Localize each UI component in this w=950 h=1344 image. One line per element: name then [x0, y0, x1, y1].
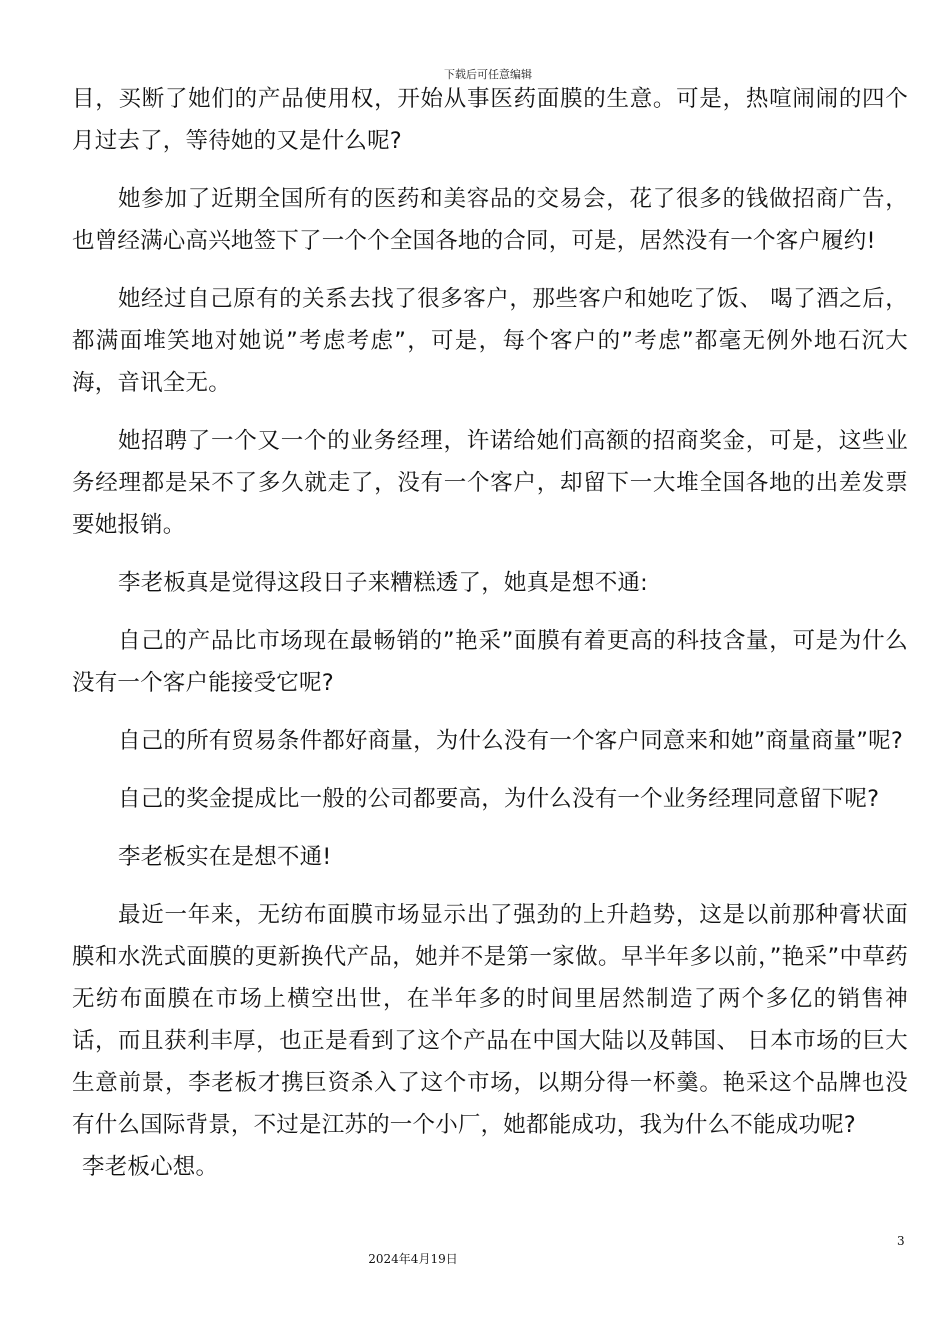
paragraph-8: 自己的奖金提成比一般的公司都要高，为什么没有一个业务经理同意留下呢?: [118, 786, 880, 812]
paragraph-1: 目，买断了她们的产品使用权，开始从事医药面膜的生意。可是，热喧闹闹的四个月过去了，等待她的又是什么呢?: [72, 86, 908, 154]
paragraph-2: 她参加了近期全国所有的医药和美容品的交易会，花了很多的钱做招商广告，也曾经满心高兴地签下了一个个全国各地的合同，可是，居然没有一个客户履约!: [72, 186, 908, 254]
paragraph-11: 李老板心想。: [82, 1154, 219, 1180]
paragraph-6: 自己的产品比市场现在最畅销的”艳采”面膜有着更高的科技含量，可是为什么没有一个客户能接受它呢?: [72, 628, 908, 696]
paragraph-10: 最近一年来，无纺布面膜市场显示出了强劲的上升趋势，这是以前那种膏状面膜和水洗式面膜的更新换代产品，她并不是第一家做。早半年多以前，”艳采”中草药无纺布面膜在市场上横空出世，在半年多的时间里居然制造了两个多亿的销售神话，而且获利丰厚，也正是看到了这个产品在中国大陆以及韩国、 日本市场的巨大生意前景，李老板才携巨资杀入了这个市场，以期分得一杯羹。艳采这个品牌也没有什么国际背景，不过是江苏的一个小厂，她都能成功，我为什么不能成功呢?: [72, 902, 908, 1138]
paragraph-9: 李老板实在是想不通!: [118, 844, 332, 870]
paragraph-3: 她经过自己原有的关系去找了很多客户，那些客户和她吃了饭、 喝了酒之后，都满面堆笑地对她说”考虑考虑”，可是，每个客户的”考虑”都毫无例外地石沉大海，音讯全无。: [72, 286, 908, 396]
page-number: 3: [897, 1234, 905, 1248]
document-body: [72, 78, 908, 1204]
paragraph-7: 自己的所有贸易条件都好商量，为什么没有一个客户同意来和她”商量商量”呢?: [118, 728, 903, 754]
paragraph-4: 她招聘了一个又一个的业务经理，许诺给她们高额的招商奖金，可是，这些业务经理都是呆不了多久就走了，没有一个客户，却留下一大堆全国各地的出差发票要她报销。: [72, 428, 908, 538]
paragraph-5: 李老板真是觉得这段日子来糟糕透了，她真是想不通:: [118, 570, 648, 596]
header-note: 下载后可任意编辑: [444, 68, 532, 81]
footer-date: 2024年4月19日: [368, 1252, 458, 1266]
